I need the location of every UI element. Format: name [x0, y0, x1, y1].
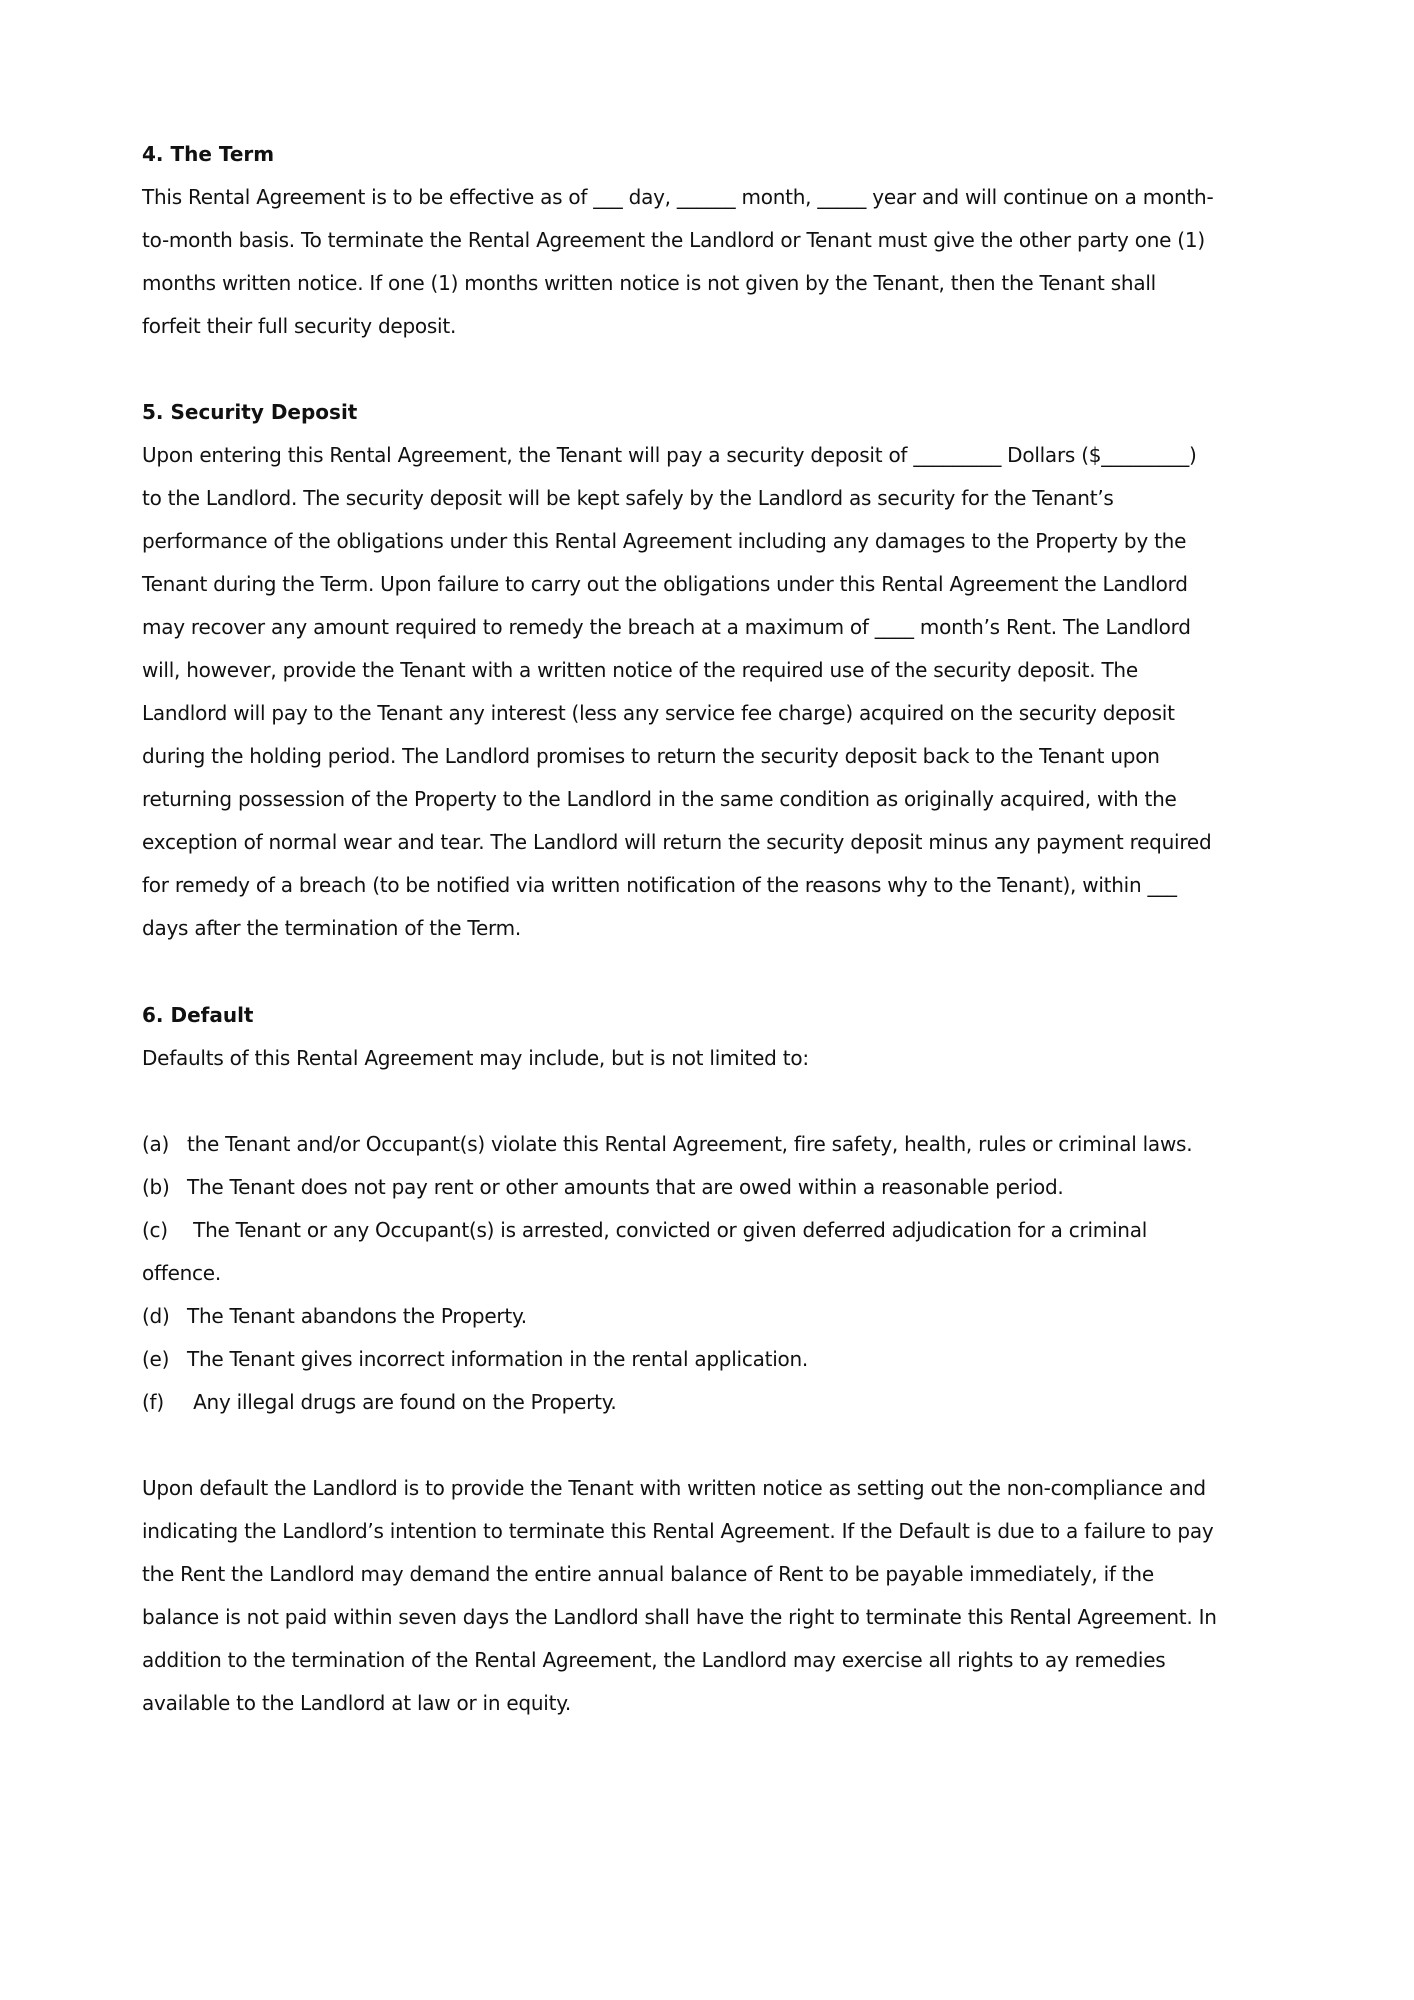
closing-line: available to the Landlord at law or in equity.: [142, 1691, 572, 1715]
deposit-line: will, however, provide the Tenant with a written notice of the required use of the security deposit. The: [142, 658, 1138, 682]
list-item-text: the Tenant and/or Occupant(s) violate this Rental Agreement, fire safety, health, rules or criminal laws.: [187, 1132, 1193, 1156]
list-marker: (a): [142, 1132, 170, 1156]
deposit-line: to the Landlord. The security deposit will be kept safely by the Landlord as security for the Tenant’s: [142, 486, 1114, 510]
closing-line: Upon default the Landlord is to provide the Tenant with written notice as setting out the non-compliance and: [142, 1476, 1206, 1500]
section-term-heading: 4. The Term: [142, 142, 275, 166]
deposit-line: days after the termination of the Term.: [142, 916, 521, 940]
list-marker: (f): [142, 1390, 164, 1414]
list-item-text: The Tenant or any Occupant(s) is arrested, convicted or given deferred adjudication for a criminal: [187, 1218, 1148, 1242]
list-item-text: The Tenant gives incorrect information in the rental application.: [187, 1347, 809, 1371]
list-item: [142, 1166, 1192, 1209]
term-line: to-month basis. To terminate the Rental Agreement the Landlord or Tenant must give the other party one (1): [142, 228, 1205, 252]
list-item-continuation: [142, 1252, 1192, 1295]
list-item-text: offence.: [142, 1261, 221, 1285]
list-marker: (d): [142, 1304, 170, 1328]
closing-line: the Rent the Landlord may demand the entire annual balance of Rent to be payable immediately, if the: [142, 1562, 1154, 1586]
deposit-line: Landlord will pay to the Tenant any interest (less any service fee charge) acquired on the security deposit: [142, 701, 1175, 725]
deposit-line: exception of normal wear and tear. The Landlord will return the security deposit minus any payment required: [142, 830, 1212, 854]
deposit-line: during the holding period. The Landlord promises to return the security deposit back to the Tenant upon: [142, 744, 1160, 768]
section-deposit-heading: 5. Security Deposit: [142, 400, 358, 424]
closing-line: indicating the Landlord’s intention to terminate this Rental Agreement. If the Default is due to a failure to pay: [142, 1519, 1214, 1543]
list-item: [142, 1381, 1192, 1424]
deposit-line: Upon entering this Rental Agreement, the Tenant will pay a security deposit of _________ Dollars ($_________): [142, 443, 1197, 467]
list-item: [142, 1295, 1192, 1338]
deposit-line: Tenant during the Term. Upon failure to carry out the obligations under this Rental Agreement the Landlord: [142, 572, 1188, 596]
term-line: This Rental Agreement is to be effective as of ___ day, ______ month, _____ year and will continue on a month-: [142, 185, 1214, 209]
list-item: [142, 1209, 1192, 1252]
deposit-line: performance of the obligations under this Rental Agreement including any damages to the Property by the: [142, 529, 1187, 553]
list-item-text: The Tenant abandons the Property.: [187, 1304, 527, 1328]
closing-line: addition to the termination of the Rental Agreement, the Landlord may exercise all rights to ay remedies: [142, 1648, 1166, 1672]
default-list: [142, 1123, 1192, 1424]
list-item: [142, 1123, 1192, 1166]
list-marker: (c): [142, 1218, 168, 1242]
list-item-text: Any illegal drugs are found on the Property.: [187, 1390, 617, 1414]
deposit-line: returning possession of the Property to the Landlord in the same condition as originally acquired, with the: [142, 787, 1177, 811]
section-term-body: [142, 176, 1213, 348]
section-deposit-body: [142, 434, 1211, 950]
deposit-line: for remedy of a breach (to be notified via written notification of the reasons why to the Tenant), within ___: [142, 873, 1177, 897]
term-line: months written notice. If one (1) months written notice is not given by the Tenant, then the Tenant shall: [142, 271, 1156, 295]
list-item: [142, 1338, 1192, 1381]
list-item-text: The Tenant does not pay rent or other amounts that are owed within a reasonable period.: [187, 1175, 1064, 1199]
closing-line: balance is not paid within seven days the Landlord shall have the right to terminate this Rental Agreement. In: [142, 1605, 1217, 1629]
deposit-line: may recover any amount required to remedy the breach at a maximum of ____ month’s Rent. The Landlord: [142, 615, 1191, 639]
list-marker: (b): [142, 1175, 170, 1199]
section-default-heading: 6. Default: [142, 1003, 254, 1027]
section-default-intro: Defaults of this Rental Agreement may include, but is not limited to:: [142, 1046, 809, 1070]
list-marker: (e): [142, 1347, 170, 1371]
term-line: forfeit their full security deposit.: [142, 314, 457, 338]
section-default-closing: [142, 1467, 1217, 1725]
